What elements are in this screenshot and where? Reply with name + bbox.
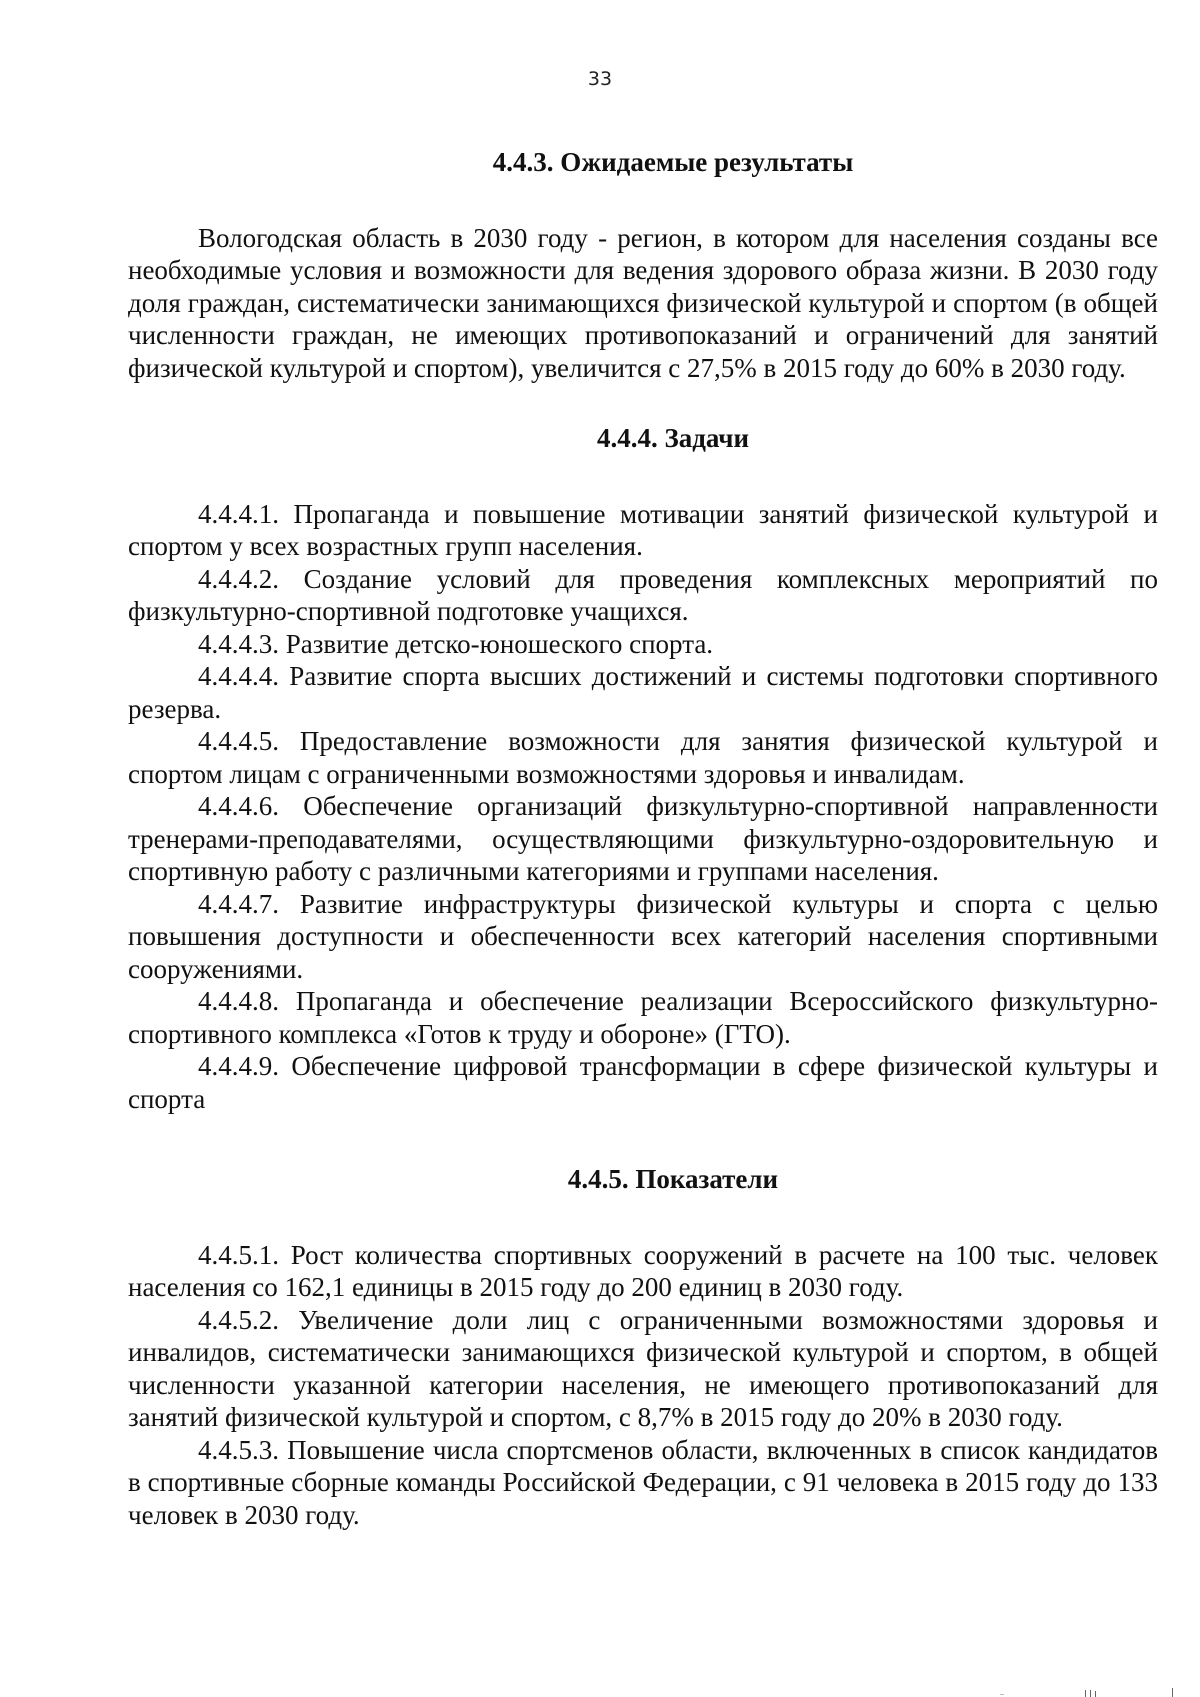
page-content [128, 146, 1158, 1531]
scan-artifact [1085, 1690, 1086, 1697]
scan-artifact [1000, 1694, 1004, 1695]
task-item: 4.4.4.8. Пропаганда и обеспечение реализации Всероссийского физкультурно-спортивного комплекса «Готов к труду и обороне» (ГТО). [128, 986, 1158, 1049]
task-item: 4.4.4.1. Пропаганда и повышение мотивации занятий физической культурой и спортом у всех возрастных групп населения. [128, 498, 1158, 561]
section-heading-expected-results: 4.4.3. Ожидаемые результаты [492, 147, 854, 177]
scan-artifact [1172, 1688, 1173, 1697]
section-heading-indicators: 4.4.5. Показатели [567, 1164, 779, 1194]
section-heading-tasks: 4.4.4. Задачи [596, 423, 750, 453]
paragraph-expected-results: Вологодская область в 2030 году - регион, в котором для населения созданы все необходимые условия и возможности для ведения здорового образа жизни. В 2030 году доля граждан, систематически занимающихся физической культурой и спортом (в общей численности граждан, не имеющих противопоказаний и ограничений для занятий физической культурой и спортом), увеличится с 27,5% в 2015 году до 60% в 2030 году. [128, 222, 1158, 383]
task-item: 4.4.4.9. Обеспечение цифровой трансформации в сфере физической культуры и спорта [128, 1051, 1158, 1114]
task-item: 4.4.4.4. Развитие спорта высших достижений и системы подготовки спортивного резерва. [128, 661, 1158, 724]
task-item: 4.4.4.6. Обеспечение организаций физкультурно-спортивной направленности тренерами-преподавателями, осуществляющими физкультурно-оздоровительную и спортивную работу с различными категориями и группами населения. [128, 791, 1158, 886]
scan-artifact [1095, 1691, 1096, 1697]
task-item: 4.4.4.7. Развитие инфраструктуры физической культуры и спорта с целью повышения доступности и обеспеченности всех категорий населения спортивными сооружениями. [128, 888, 1158, 984]
page-number: 33 [587, 68, 613, 90]
task-item: 4.4.4.3. Развитие детско-юношеского спорта. [198, 628, 714, 659]
indicator-item: 4.4.5.1. Рост количества спортивных сооружений в расчете на 100 тыс. человек населения со 162,1 единицы в 2015 году до 200 единиц в 2030 году. [128, 1239, 1158, 1302]
task-item: 4.4.4.5. Предоставление возможности для занятия физической культурой и спортом лицам с ограниченными возможностями здоровья и инвалидам. [128, 726, 1158, 789]
indicator-item: 4.4.5.2. Увеличение доли лиц с ограниченными возможностями здоровья и инвалидов, систематически занимающихся физической культурой и спортом, в общей численности указанной категории населения, не имеющего противопоказаний для занятий физической культурой и спортом, с 8,7% в 2015 году до 20% в 2030 году. [128, 1304, 1158, 1432]
indicator-item: 4.4.5.3. Повышение числа спортсменов области, включенных в список кандидатов в спортивные сборные команды Российской Федерации, с 91 человека в 2015 году до 133 человек в 2030 году. [128, 1434, 1158, 1530]
task-item: 4.4.4.2. Создание условий для проведения комплексных мероприятий по физкультурно-спортивной подготовке учащихся. [128, 563, 1158, 626]
scan-artifact [1090, 1690, 1091, 1697]
